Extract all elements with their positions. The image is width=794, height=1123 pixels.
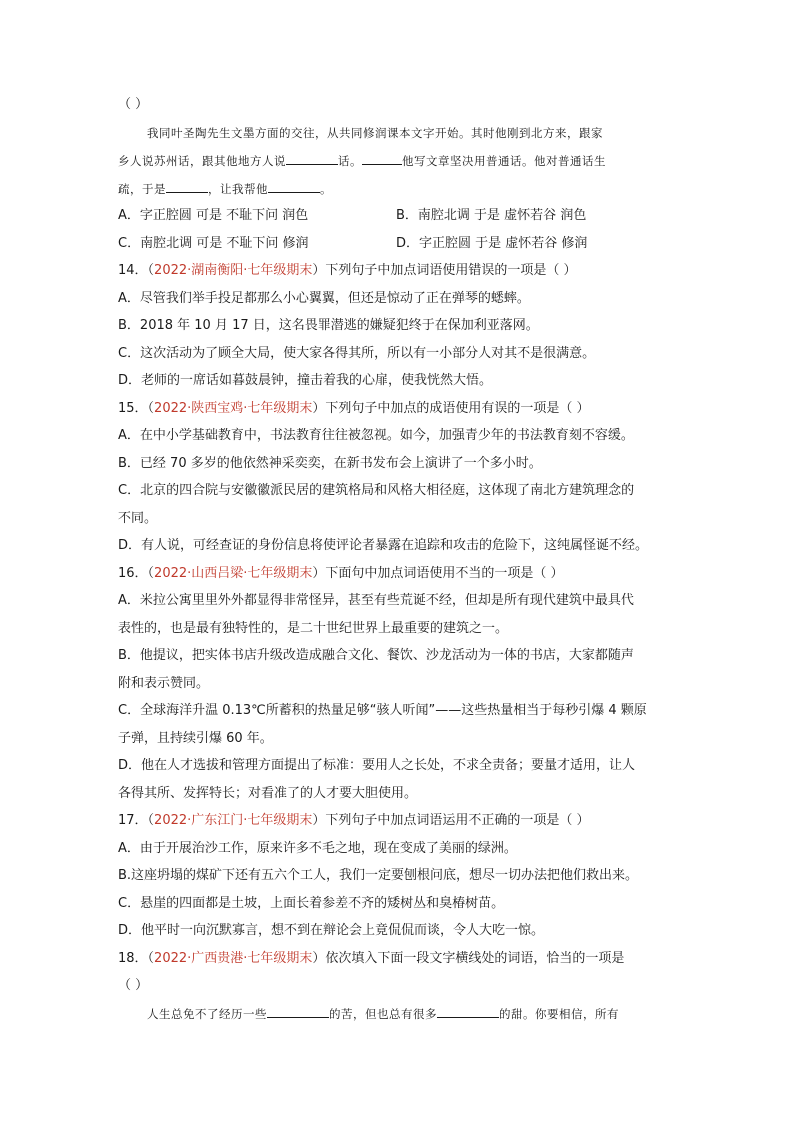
q16-option-d-line1: D．他在人才选拔和管理方面提出了标准：要用人之长处，不求全责备；要量才适用，让人: [118, 758, 636, 773]
question-18-source: 2022·广西贵港·七年级期末: [154, 951, 313, 966]
q18-passage-line-1: 人生总免不了经历一些 的苦，但也总有很多 的甜。你要相信，所有: [147, 1007, 619, 1021]
q14-option-d: D．老师的一席话如暮鼓晨钟，撞击着我的心扉，使我恍然大悟。: [118, 373, 493, 388]
q16-option-c-line1: C．全球海洋升温 0.13℃所蓄积的热量足够“骇人听闻”——这些热量相当于每秒引爆 4 颗原: [118, 703, 647, 718]
q15-option-a: A．在中小学基础教育中，书法教育往往被忽视。如今，加强青少年的书法教育刻不容缓。: [118, 428, 634, 443]
q16-option-d-line2: 各得其所、发挥特长；对看准了的人才要大胆使用。: [118, 786, 418, 801]
q14-option-c: C．这次活动为了顾全大局，使大家各得其所，所以有一小部分人对其不是很满意。: [118, 346, 596, 361]
q17-option-a: A．由于开展治沙工作，原来许多不毛之地，现在变成了美丽的绿洲。: [118, 841, 517, 856]
question-17-source: 2022·广东江门·七年级期末: [154, 813, 313, 828]
q17-option-d: D．他平时一向沉默寡言，想不到在辩论会上竟侃侃而谈，令人大吃一惊。: [118, 923, 545, 938]
question-18-stem: 18．（2022·广西贵港·七年级期末）依次填入下面一段文字横线处的词语，恰当的一项是: [118, 951, 625, 966]
q15-option-b: B．已经 70 多岁的他依然神采奕奕，在新书发布会上演讲了一个多小时。: [118, 456, 542, 471]
question-14-source: 2022·湖南衡阳·七年级期末: [154, 263, 313, 278]
question-15-source: 2022·陕西宝鸡·七年级期末: [154, 401, 313, 416]
q16-option-b-line2: 附和表示赞同。: [118, 676, 210, 691]
q15-option-c-line2: 不同。: [118, 511, 158, 526]
question-16-stem: 16．（2022·山西吕梁·七年级期末）下面句中加点词语使用不当的一项是（ ）: [118, 566, 564, 581]
passage-line-2: 乡人说苏州话，跟其他地方人说 话。 他写文章坚决用普通话。他对普通话生: [118, 154, 606, 168]
q16-option-a-line2: 表性的，也是最有独特性的，是二十世纪世界上最重要的建筑之一。: [118, 621, 509, 636]
q17-option-b: B.这座坍塌的煤矿下还有五六个工人，我们一定要刨根问底，想尽一切办法把他们救出来。: [118, 868, 639, 883]
q14-option-b: B．2018 年 10 月 17 日，这名畏罪潜逃的嫌疑犯终于在保加利亚落网。: [118, 318, 539, 333]
question-14-stem: 14．（2022·湖南衡阳·七年级期末）下列句子中加点词语使用错误的一项是（ ）: [118, 263, 577, 278]
q16-option-a-line1: A．米拉公寓里里外外都显得非常怪异，甚至有些荒诞不经，但却是所有现代建筑中最具代: [118, 593, 634, 608]
option-a: A．字正腔圆 可是 不耻下问 润色: [118, 208, 309, 223]
q15-option-c-line1: C．北京的四合院与安徽徽派民居的建筑格局和风格大相径庭，这体现了南北方建筑理念的: [118, 483, 635, 498]
question-16-source: 2022·山西吕梁·七年级期末: [154, 566, 313, 581]
option-b: B．南腔北调 于是 虚怀若谷 润色: [396, 208, 587, 223]
q16-option-b-line1: B．他提议，把实体书店升级改造成融合文化、餐饮、沙龙活动为一体的书店，大家都随声: [118, 648, 634, 663]
passage-line-1: 我同叶圣陶先生文墨方面的交往，从共同修润课本文字开始。其时他刚到北方来，跟家: [147, 126, 603, 140]
q16-option-c-line2: 子弹，且持续引爆 60 年。: [118, 731, 273, 746]
option-c: C．南腔北调 可是 不耻下问 修润: [118, 236, 309, 251]
option-d: D．字正腔圆 于是 虚怀若谷 修润: [396, 236, 588, 251]
q17-option-c: C．悬崖的四面都是土坡，上面长着参差不齐的矮树丛和臭椿树苗。: [118, 896, 505, 911]
answer-paren: （ ）: [118, 97, 149, 112]
question-18-paren: （ ）: [118, 978, 149, 993]
passage-line-3: 疏，于是 ，让我帮他 。: [118, 182, 332, 196]
q15-option-d: D．有人说，可经查证的身份信息将使评论者暴露在追踪和攻击的危险下，这纯属怪诞不经。: [118, 538, 649, 553]
question-15-stem: 15．（2022·陕西宝鸡·七年级期末）下列句子中加点的成语使用有误的一项是（ ）: [118, 401, 590, 416]
q14-option-a: A．尽管我们举手投足都那么小心翼翼，但还是惊动了正在弹琴的蟋蟀。: [118, 291, 530, 306]
question-17-stem: 17．（2022·广东江门·七年级期末）下列句子中加点词语运用不正确的一项是（ ）: [118, 813, 590, 828]
